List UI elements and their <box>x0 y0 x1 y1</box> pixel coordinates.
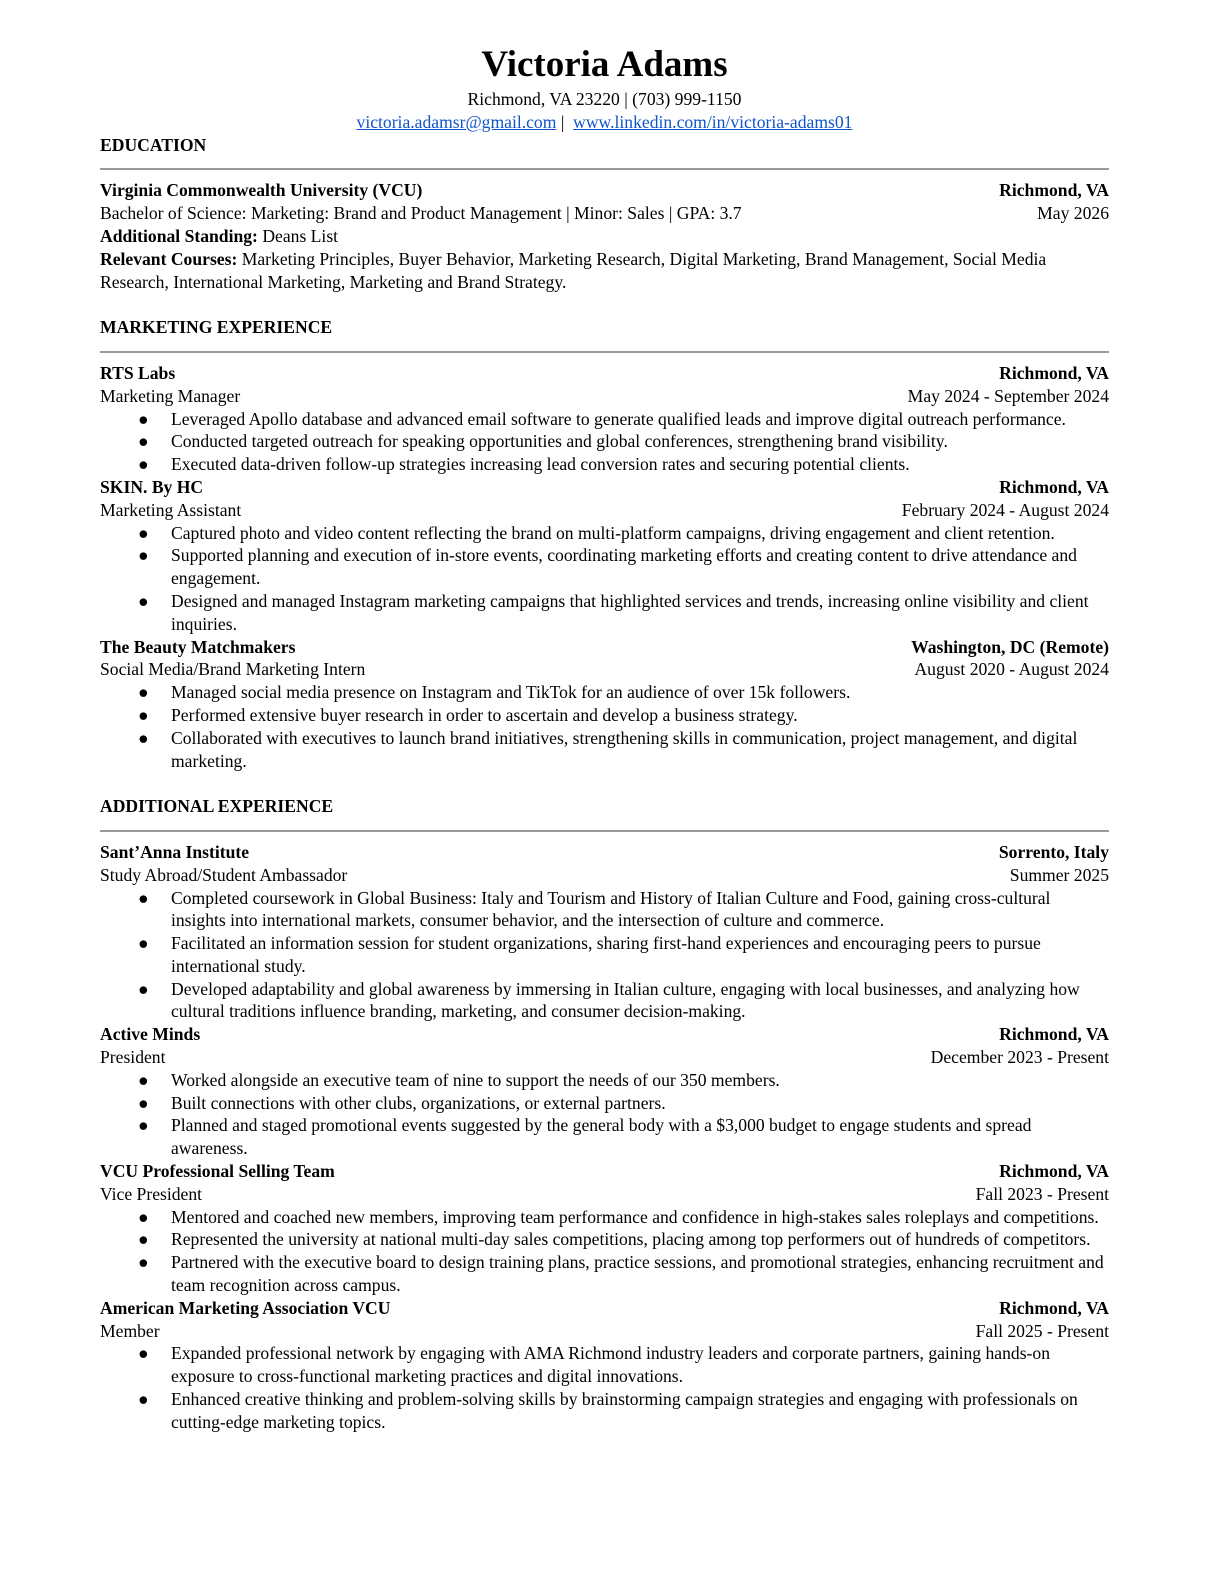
bullet-icon: ● <box>138 978 149 999</box>
bullet-item <box>100 1114 1109 1160</box>
standing-label: Additional Standing: <box>100 225 258 246</box>
bullet-text: Represented the university at national multi-day sales competitions, placing among top performers out of hundreds of competitors. <box>171 1229 1091 1250</box>
section-divider <box>100 830 1109 832</box>
experience-entry <box>100 362 1109 476</box>
bullet-item <box>100 727 1109 773</box>
bullet-item <box>100 408 1109 431</box>
bullet-text: Facilitated an information session for student organizations, sharing first-hand experiences and encouraging peers to pursue international study. <box>171 933 1041 976</box>
experience-entry <box>100 476 1109 636</box>
links-line <box>100 111 1109 134</box>
bullet-icon: ● <box>138 933 149 954</box>
role: Marketing Assistant <box>100 499 242 520</box>
location: Richmond, VA <box>999 1161 1109 1182</box>
experience-entry <box>100 1023 1109 1160</box>
location: Richmond, VA <box>999 476 1109 497</box>
experience-section <box>100 316 1109 772</box>
bullet-list <box>100 1069 1109 1160</box>
bullet-text: Worked alongside an executive team of nine to support the needs of our 350 members. <box>171 1069 780 1090</box>
bullet-item <box>100 1342 1109 1388</box>
location: Richmond, VA <box>999 1024 1109 1045</box>
organization: The Beauty Matchmakers <box>100 636 296 657</box>
bullet-item <box>100 544 1109 590</box>
dates: May 2024 - September 2024 <box>907 385 1109 406</box>
bullet-icon: ● <box>138 1092 149 1113</box>
school-location: Richmond, VA <box>999 180 1109 201</box>
organization: Sant’Anna Institute <box>100 841 250 862</box>
dates: August 2020 - August 2024 <box>914 659 1109 680</box>
section-title: MARKETING EXPERIENCE <box>100 317 333 338</box>
experience-entry <box>100 1297 1109 1434</box>
bullet-item <box>100 1251 1109 1297</box>
bullet-icon: ● <box>138 545 149 566</box>
location: Sorrento, Italy <box>998 841 1109 862</box>
bullet-list <box>100 1342 1109 1433</box>
resume-page <box>100 42 1109 1456</box>
role: Vice President <box>100 1183 203 1204</box>
bullet-item <box>100 1388 1109 1434</box>
bullet-icon: ● <box>138 431 149 452</box>
dates: Summer 2025 <box>1009 864 1109 885</box>
bullet-text: Enhanced creative thinking and problem-solving skills by brainstorming campaign strategies and engaging with professionals on cutting-edge marketing topics. <box>171 1389 1078 1432</box>
degree: Bachelor of Science: Marketing: Brand and Product Management | Minor: Sales | GPA: 3.7 <box>100 203 742 224</box>
email-link[interactable]: victoria.adamsr@gmail.com <box>356 111 557 132</box>
dates: February 2024 - August 2024 <box>901 499 1109 520</box>
section-divider <box>100 351 1109 353</box>
section-title: ADDITIONAL EXPERIENCE <box>100 796 334 817</box>
bullet-list <box>100 681 1109 772</box>
bullet-text: Expanded professional network by engaging with AMA Richmond industry leaders and corporate partners, gaining hands-on exposure to cross-functional marketing practices and digital innovations. <box>171 1343 1050 1387</box>
bullet-list <box>100 522 1109 636</box>
role: Social Media/Brand Marketing Intern <box>100 659 366 680</box>
candidate-name: Victoria Adams <box>481 44 728 85</box>
bullet-icon: ● <box>138 454 149 475</box>
section-title: EDUCATION <box>100 134 207 155</box>
courses-label: Relevant Courses: <box>100 248 238 269</box>
organization: Active Minds <box>100 1024 201 1045</box>
bullet-list <box>100 887 1109 1024</box>
bullet-icon: ● <box>138 1229 149 1250</box>
bullet-text: Completed coursework in Global Business: Italy and Tourism and History of Italian Culture and Food, gaining cross-cultural insights into international markets, consumer behavior, and the intersection of culture and commerce. <box>171 887 1051 931</box>
bullet-list <box>100 1206 1109 1297</box>
organization: VCU Professional Selling Team <box>100 1161 335 1182</box>
section-divider <box>100 168 1109 170</box>
location: Washington, DC (Remote) <box>911 636 1109 657</box>
bullet-item <box>100 430 1109 453</box>
bullet-icon: ● <box>138 590 149 611</box>
bullet-text: Managed social media presence on Instagram and TikTok for an audience of over 15k followers. <box>171 682 851 703</box>
bullet-text: Mentored and coached new members, improving team performance and confidence in high-stakes sales roleplays and competitions. <box>171 1206 1099 1227</box>
bullet-item <box>100 978 1109 1024</box>
bullet-text: Supported planning and execution of in-store events, coordinating marketing efforts and creating content to drive attendance and engagement. <box>171 545 1077 589</box>
bullet-text: Leveraged Apollo database and advanced email software to generate qualified leads and improve digital outreach performance. <box>171 408 1066 429</box>
bullet-text: Developed adaptability and global awareness by immersing in Italian culture, engaging with local businesses, and analyzing how cultural traditions influence branding, marketing, and consumer decision-making. <box>171 978 1080 1022</box>
location: Richmond, VA <box>999 1297 1109 1318</box>
bullet-item <box>100 590 1109 636</box>
organization: RTS Labs <box>100 362 176 383</box>
bullet-item <box>100 887 1109 933</box>
organization: American Marketing Association VCU <box>100 1297 391 1318</box>
bullet-text: Designed and managed Instagram marketing campaigns that highlighted services and trends, increasing online visibility and client inquiries. <box>171 590 1089 634</box>
bullet-text: Executed data-driven follow-up strategies increasing lead conversion rates and securing potential clients. <box>171 454 910 475</box>
bullet-text: Conducted targeted outreach for speaking opportunities and global conferences, strengthening brand visibility. <box>171 431 948 452</box>
bullet-item <box>100 453 1109 476</box>
role: Study Abroad/Student Ambassador <box>100 864 348 885</box>
bullet-text: Built connections with other clubs, organizations, or external partners. <box>171 1092 666 1113</box>
bullet-text: Collaborated with executives to launch brand initiatives, strengthening skills in communication, project management, and digital marketing. <box>171 727 1078 771</box>
dates: December 2023 - Present <box>930 1047 1109 1068</box>
bullet-icon: ● <box>138 727 149 748</box>
bullet-icon: ● <box>138 1343 149 1364</box>
bullet-item <box>100 1206 1109 1229</box>
graduation-date: May 2026 <box>1037 203 1109 224</box>
dates: Fall 2023 - Present <box>975 1183 1109 1204</box>
bullet-icon: ● <box>138 408 149 429</box>
dates: Fall 2025 - Present <box>975 1320 1109 1341</box>
bullet-text: Captured photo and video content reflecting the brand on multi-platform campaigns, driving engagement and client retention. <box>171 522 1055 543</box>
bullet-icon: ● <box>138 1115 149 1136</box>
organization: SKIN. By HC <box>100 476 204 497</box>
bullet-item <box>100 704 1109 727</box>
role: President <box>100 1047 166 1068</box>
bullet-icon: ● <box>138 704 149 725</box>
experience-entry <box>100 841 1109 1023</box>
school-name: Virginia Commonwealth University (VCU) <box>100 180 423 201</box>
bullet-text: Planned and staged promotional events suggested by the general body with a $3,000 budget to engage students and spread awareness. <box>171 1115 1032 1159</box>
bullet-item <box>100 932 1109 978</box>
link-separator: | <box>556 111 574 132</box>
standing <box>100 225 1109 248</box>
bullet-list <box>100 408 1109 476</box>
bullet-item <box>100 1069 1109 1092</box>
bullet-text: Performed extensive buyer research in order to ascertain and develop a business strategy. <box>171 704 798 725</box>
bullet-item <box>100 522 1109 545</box>
bullet-icon: ● <box>138 522 149 543</box>
standing-value: Deans List <box>257 225 339 246</box>
bullet-item <box>100 1228 1109 1251</box>
location: Richmond, VA <box>999 362 1109 383</box>
contact-line: Richmond, VA 23220 | (703) 999-1150 <box>467 89 742 109</box>
courses-value: Marketing Principles, Buyer Behavior, Marketing Research, Digital Marketing, Brand Management, Social Media Research, International Marketing, Marketing and Brand Strategy. <box>100 248 1047 292</box>
bullet-icon: ● <box>138 887 149 908</box>
courses <box>100 248 1109 294</box>
bullet-icon: ● <box>138 1252 149 1273</box>
bullet-icon: ● <box>138 1206 149 1227</box>
bullet-item <box>100 1092 1109 1115</box>
linkedin-link[interactable]: www.linkedin.com/in/victoria-adams01 <box>573 111 853 132</box>
bullet-icon: ● <box>138 1069 149 1090</box>
experience-section <box>100 795 1109 1434</box>
role: Member <box>100 1320 160 1341</box>
role: Marketing Manager <box>100 385 241 406</box>
experience-entry <box>100 1160 1109 1297</box>
bullet-icon: ● <box>138 682 149 703</box>
bullet-text: Partnered with the executive board to design training plans, practice sessions, and promotional strategies, enhancing recruitment and team recognition across campus. <box>171 1252 1104 1296</box>
bullet-item <box>100 681 1109 704</box>
education-section <box>100 134 1109 294</box>
bullet-icon: ● <box>138 1389 149 1410</box>
experience-entry <box>100 636 1109 773</box>
